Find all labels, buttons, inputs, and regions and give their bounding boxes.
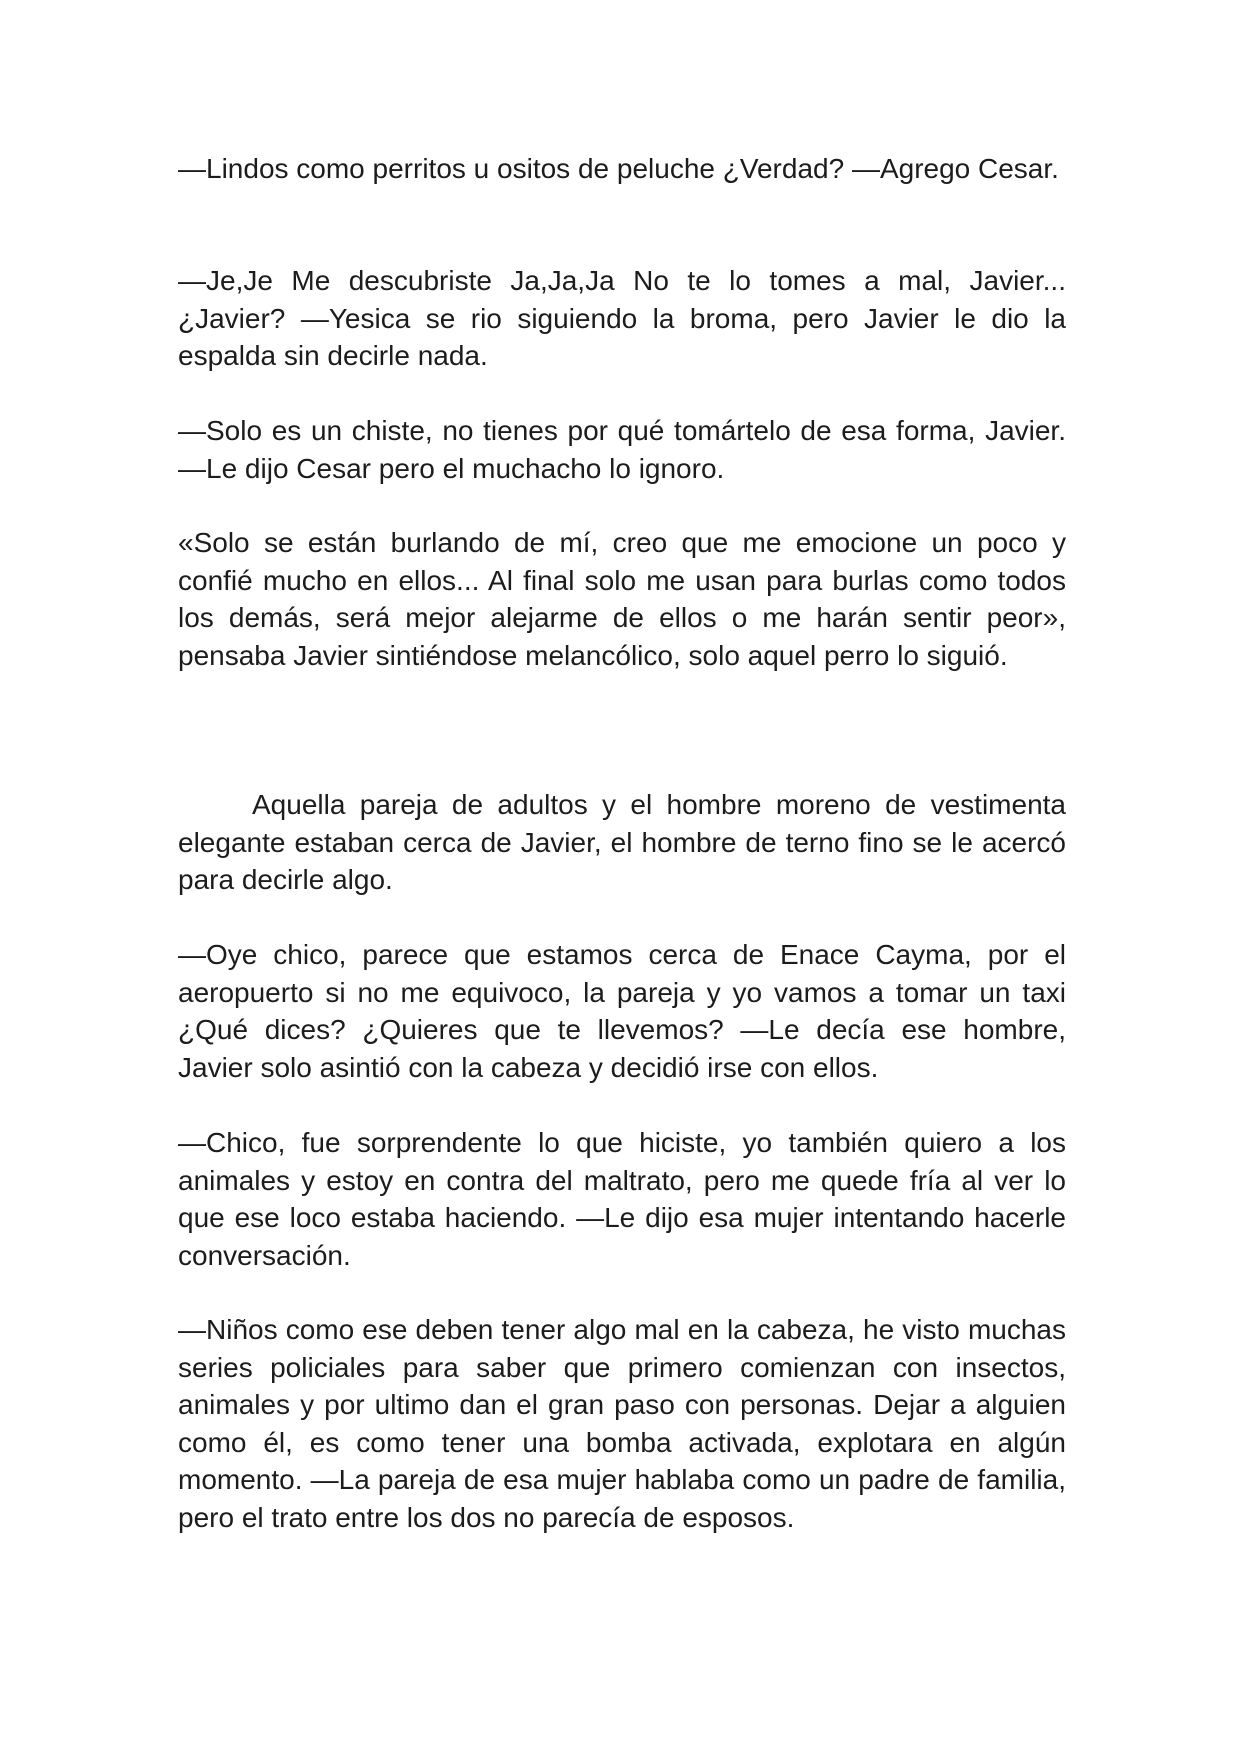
paragraph-3: —Solo es un chiste, no tienes por qué tomártelo de esa forma, Javier. —Le dijo Cesar pero el muchacho lo ignoro. bbox=[178, 415, 1066, 484]
paragraph-1: —Lindos como perritos u ositos de peluche ¿Verdad? —Agrego Cesar. bbox=[178, 153, 1059, 184]
paragraph-8: —Niños como ese deben tener algo mal en la cabeza, he visto muchas series policiales para saber que primero comienzan con insectos, animales y por ultimo dan el gran paso con personas. Dejar a alguien como él, es como tener una bomba activada, explotara en algún momento. —La pareja de esa mujer hablaba como un padre de familia, pero el trato entre los dos no parecía de esposos. bbox=[178, 1314, 1066, 1533]
paragraph-4: «Solo se están burlando de mí, creo que me emocione un poco y confié mucho en ellos... Al final solo me usan para burlas como todos los demás, será mejor alejarme de ellos o me harán sentir peor», pensaba Javier sintiéndose melancólico, solo aquel perro lo siguió. bbox=[178, 527, 1066, 671]
paragraph-5: Aquella pareja de adultos y el hombre moreno de vestimenta elegante estaban cerca de Javier, el hombre de terno fino se le acercó para decirle algo. bbox=[178, 789, 1066, 895]
paragraph-6: —Oye chico, parece que estamos cerca de Enace Cayma, por el aeropuerto si no me equivoco, la pareja y yo vamos a tomar un taxi ¿Qué dices? ¿Quieres que te llevemos? —Le decía ese hombre, Javier solo asintió con la cabeza y decidió irse con ellos. bbox=[178, 939, 1066, 1083]
paragraph-2: —Je,Je Me descubriste Ja,Ja,Ja No te lo tomes a mal, Javier... ¿Javier? —Yesica se rio siguiendo la broma, pero Javier le dio la espalda sin decirle nada. bbox=[178, 265, 1066, 371]
paragraph-7: —Chico, fue sorprendente lo que hiciste, yo también quiero a los animales y estoy en contra del maltrato, pero me quede fría al ver lo que ese loco estaba haciendo. —Le dijo esa mujer intentando hacerle conversación. bbox=[178, 1127, 1066, 1271]
